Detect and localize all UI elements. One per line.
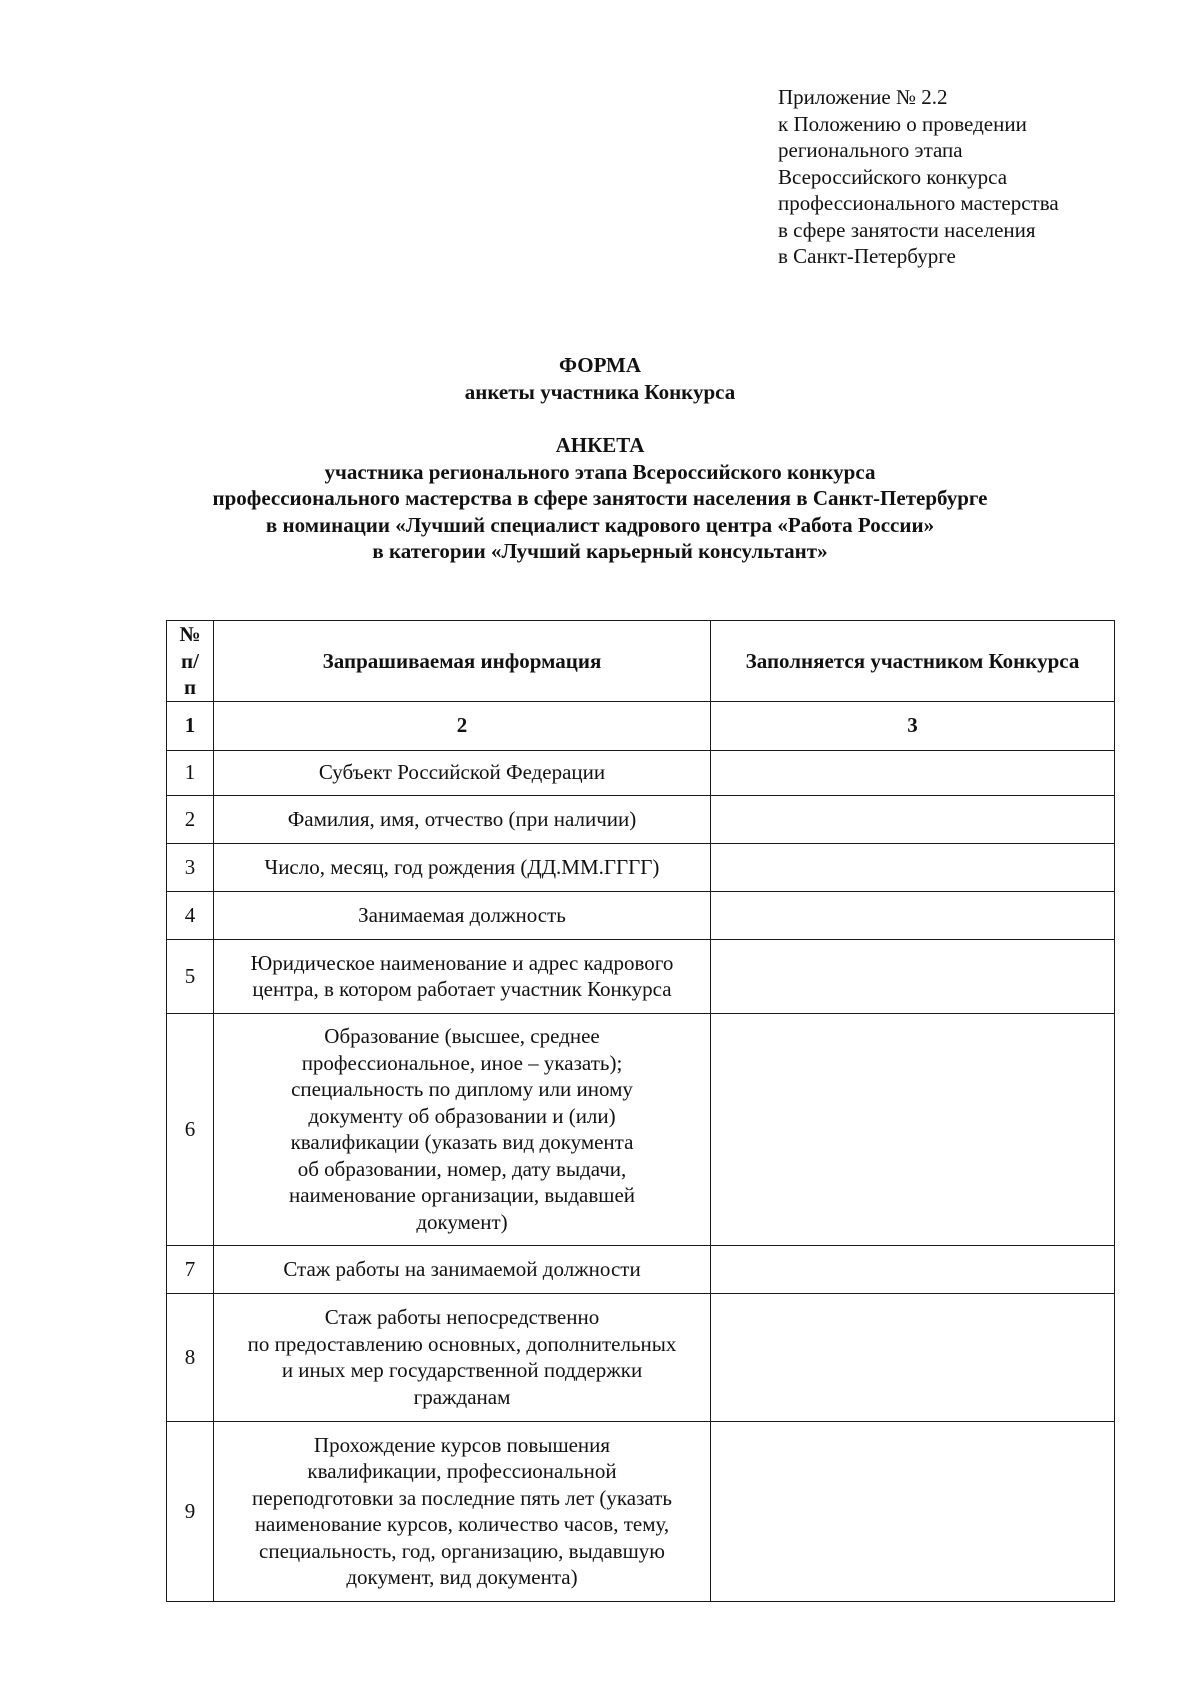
info-line: документ) <box>416 1209 508 1234</box>
questionnaire-table <box>166 620 1115 1602</box>
info-line: Субъект Российской Федерации <box>318 760 606 785</box>
form-title-line: ФОРМА <box>558 353 642 377</box>
table-row <box>167 939 1115 1013</box>
row-info <box>214 843 711 891</box>
row-number: 5 <box>167 939 214 1013</box>
answer-cell[interactable] <box>711 1245 1115 1293</box>
anketa-subtitle-line: участника регионального этапа Всероссийского конкурса <box>324 459 876 484</box>
anketa-subtitle-line: профессионального мастерства в сфере занятости населения в Санкт-Петербурге <box>212 486 988 510</box>
appendix-line: профессионального мастерства <box>778 191 1059 215</box>
row-number: 7 <box>167 1245 214 1293</box>
row-info <box>214 795 711 843</box>
appendix-line: регионального этапа <box>778 138 963 162</box>
info-line: центра, в котором работает участник Конкурса <box>252 977 672 1001</box>
answer-cell[interactable] <box>711 750 1115 795</box>
row-number: 8 <box>167 1293 214 1421</box>
table-row <box>167 795 1115 843</box>
table-row <box>167 843 1115 891</box>
header-num-line: п/п <box>181 648 199 699</box>
info-line: специальность по диплому или иному <box>291 1077 633 1101</box>
column-index: 2 <box>214 701 711 750</box>
header-num-line: № <box>179 622 201 646</box>
header-fill: Заполняется участником Конкурса <box>711 621 1115 702</box>
appendix-line: Всероссийского конкурса <box>778 164 1008 189</box>
row-number: 2 <box>167 795 214 843</box>
anketa-title-line: АНКЕТА <box>555 433 645 457</box>
info-line: Стаж работы непосредственно <box>324 1305 600 1329</box>
column-index: 1 <box>167 701 214 750</box>
appendix-note <box>778 84 1059 270</box>
info-line: по предоставлению основных, дополнительных <box>247 1331 677 1356</box>
row-info <box>214 1421 711 1601</box>
appendix-line: в сфере занятости населения <box>778 217 1036 242</box>
info-line: переподготовки за последние пять лет (указать <box>252 1485 672 1510</box>
info-line: профессиональное, иное – указать); <box>301 1050 623 1075</box>
info-line: специальность, год, организацию, выдавшую <box>259 1538 665 1563</box>
info-line: Стаж работы на занимаемой должности <box>283 1256 641 1281</box>
appendix-line: к Положению о проведении <box>778 111 1027 136</box>
row-info <box>214 1245 711 1293</box>
table-header-row <box>167 621 1115 702</box>
answer-cell[interactable] <box>711 1293 1115 1421</box>
header-num <box>167 621 214 702</box>
answer-cell[interactable] <box>711 795 1115 843</box>
anketa-subtitle-line: в категории «Лучший карьерный консультант» <box>372 539 828 563</box>
row-info <box>214 891 711 939</box>
info-line: наименование организации, выдавшей <box>288 1183 636 1207</box>
info-line: об образовании, номер, дату выдачи, <box>297 1156 627 1181</box>
table-row <box>167 750 1115 795</box>
form-subtitle-line: анкеты участника Конкурса <box>464 379 736 404</box>
info-line: Юридическое наименование и адрес кадрового <box>250 950 674 975</box>
info-line: документу об образовании и (или) <box>308 1103 616 1128</box>
column-index: 3 <box>711 701 1115 750</box>
answer-cell[interactable] <box>711 843 1115 891</box>
answer-cell[interactable] <box>711 939 1115 1013</box>
row-info <box>214 750 711 795</box>
row-info <box>214 1293 711 1421</box>
answer-cell[interactable] <box>711 891 1115 939</box>
table-row <box>167 1013 1115 1245</box>
info-line: квалификации (указать вид документа <box>290 1130 634 1154</box>
table-row <box>167 1421 1115 1601</box>
answer-cell[interactable] <box>711 1421 1115 1601</box>
row-number: 6 <box>167 1013 214 1245</box>
anketa-title <box>0 432 1200 565</box>
info-line: Число, месяц, год рождения (ДД.ММ.ГГГГ) <box>264 854 660 879</box>
info-line: наименование курсов, количество часов, тему, <box>254 1512 670 1536</box>
info-line: квалификации, профессиональной <box>307 1459 617 1483</box>
table-row <box>167 1245 1115 1293</box>
appendix-line: Приложение № 2.2 <box>778 85 948 109</box>
column-index-row <box>167 701 1115 750</box>
form-title <box>0 352 1200 405</box>
row-number: 1 <box>167 750 214 795</box>
table-row <box>167 1293 1115 1421</box>
info-line: и иных мер государственной поддержки <box>281 1358 643 1382</box>
info-line: Занимаемая должность <box>358 902 566 927</box>
anketa-subtitle-line: в номинации «Лучший специалист кадрового центра «Работа России» <box>265 512 935 537</box>
info-line: Фамилия, имя, отчество (при наличии) <box>287 806 637 831</box>
header-info: Запрашиваемая информация <box>214 621 711 702</box>
info-line: Образование (высшее, среднее <box>324 1024 600 1048</box>
info-line: гражданам <box>413 1384 511 1409</box>
appendix-line: в Санкт-Петербурге <box>778 244 956 268</box>
row-info <box>214 1013 711 1245</box>
row-number: 4 <box>167 891 214 939</box>
row-info <box>214 939 711 1013</box>
info-line: документ, вид документа) <box>346 1565 578 1589</box>
row-number: 9 <box>167 1421 214 1601</box>
answer-cell[interactable] <box>711 1013 1115 1245</box>
table-row <box>167 891 1115 939</box>
info-line: Прохождение курсов повышения <box>313 1432 611 1457</box>
row-number: 3 <box>167 843 214 891</box>
